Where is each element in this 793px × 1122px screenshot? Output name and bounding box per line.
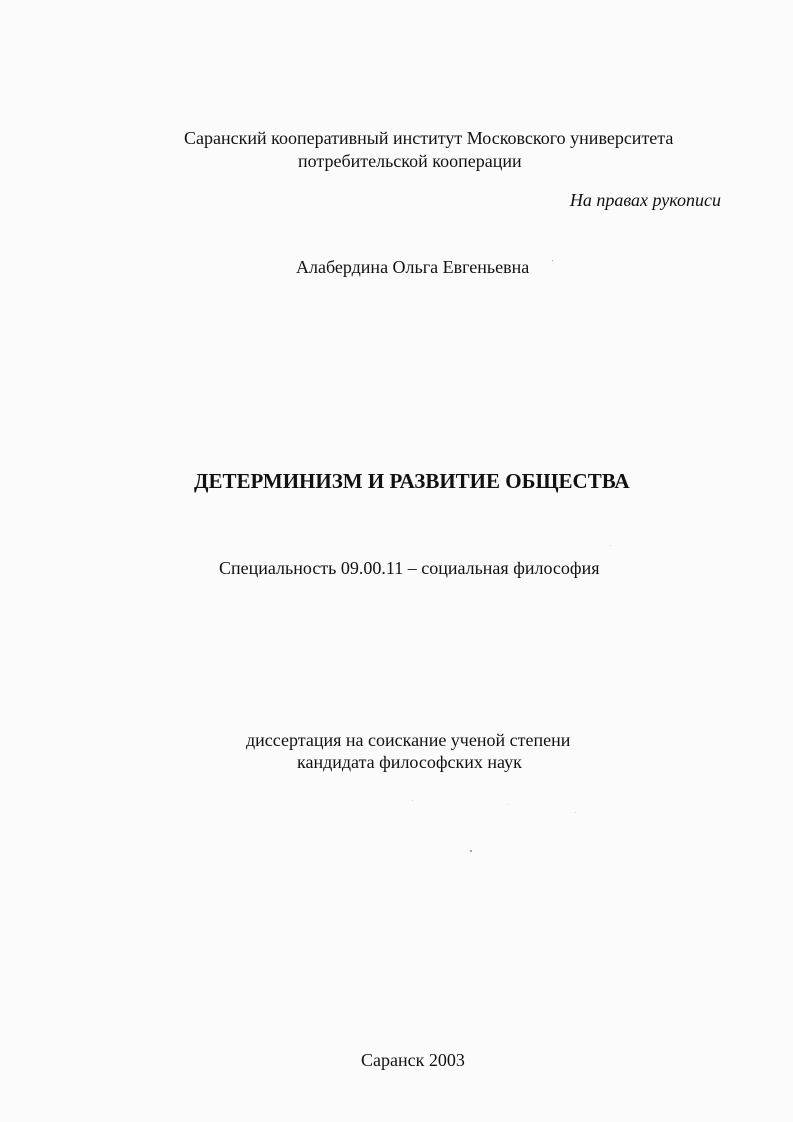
scan-speck — [575, 812, 576, 813]
specialty-line: Специальность 09.00.11 – социальная философия — [219, 558, 600, 578]
degree-line-1: диссертация на соискание ученой степени — [246, 730, 571, 750]
degree-line-2: кандидата философских наук — [297, 752, 522, 772]
dissertation-title: ДЕТЕРМИНИЗМ И РАЗВИТИЕ ОБЩЕСТВА — [194, 469, 630, 493]
scan-speck — [552, 260, 553, 261]
author-name: Алабердина Ольга Евгеньевна — [296, 257, 530, 277]
manuscript-note: На правах рукописи — [569, 190, 721, 210]
scan-speck — [610, 545, 611, 546]
scan-speck — [508, 804, 509, 805]
institution-line-1: Саранский кооперативный институт Московского университета — [184, 128, 674, 148]
city-year: Саранск 2003 — [361, 1050, 465, 1070]
scan-speck — [412, 800, 413, 801]
institution-line-2: потребительской кооперации — [298, 151, 522, 171]
scan-speck — [470, 850, 472, 852]
